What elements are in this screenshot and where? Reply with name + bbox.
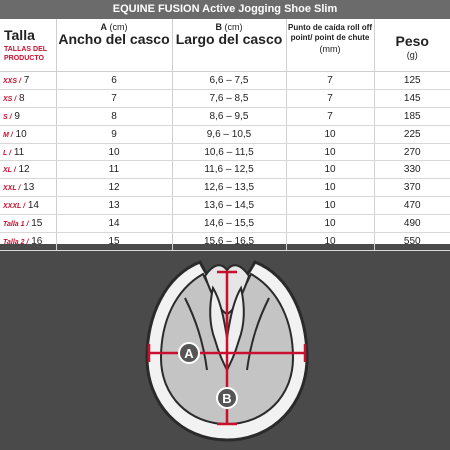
- table-row: [0, 215, 450, 233]
- header-ancho: [56, 19, 172, 72]
- largo-cell: 12,6 – 13,5: [172, 179, 286, 197]
- largo-cell: 11,6 – 12,5: [172, 161, 286, 179]
- table-row: [0, 89, 450, 107]
- talla-number: 12: [18, 164, 30, 176]
- header-caida-unit: (mm): [319, 44, 341, 54]
- size-cell: [0, 143, 56, 161]
- header-peso-label: Peso: [395, 33, 429, 49]
- header-peso: [374, 19, 450, 72]
- header-b-unit: (cm): [224, 22, 243, 32]
- product-size: XXS /: [3, 77, 21, 85]
- largo-cell: 9,6 – 10,5: [172, 125, 286, 143]
- peso-cell: 470: [374, 197, 450, 215]
- caida-cell: 10: [286, 179, 374, 197]
- caida-cell: 10: [286, 143, 374, 161]
- header-ancho-label: Ancho del casco: [58, 31, 170, 47]
- peso-cell: 125: [374, 72, 450, 90]
- size-cell: [0, 233, 56, 251]
- size-cell: [0, 179, 56, 197]
- largo-cell: 7,6 – 8,5: [172, 89, 286, 107]
- size-cell: [0, 215, 56, 233]
- caida-cell: 10: [286, 215, 374, 233]
- ancho-cell: 7: [56, 89, 172, 107]
- talla-number: 10: [15, 128, 27, 140]
- talla-number: 13: [23, 182, 35, 194]
- ancho-cell: 9: [56, 125, 172, 143]
- header-largo: [172, 19, 286, 72]
- talla-number: 15: [31, 218, 43, 230]
- ancho-cell: 11: [56, 161, 172, 179]
- size-cell: [0, 125, 56, 143]
- ancho-cell: 10: [56, 143, 172, 161]
- caida-cell: 7: [286, 107, 374, 125]
- talla-number: 16: [31, 235, 43, 247]
- header-talla: [0, 19, 56, 72]
- ancho-cell: 12: [56, 179, 172, 197]
- product-size: XS /: [3, 95, 17, 103]
- talla-number: 8: [19, 92, 25, 104]
- product-size: Talla 2 /: [3, 238, 29, 246]
- header-tallas-producto: TALLAS DEL PRODUCTO: [4, 46, 47, 62]
- product-size: Talla 1 /: [3, 221, 29, 229]
- peso-cell: 490: [374, 215, 450, 233]
- caida-cell: 10: [286, 125, 374, 143]
- size-cell: [0, 72, 56, 90]
- largo-cell: 10,6 – 11,5: [172, 143, 286, 161]
- table-row: [0, 107, 450, 125]
- caida-cell: 7: [286, 72, 374, 90]
- header-caida: [286, 19, 374, 72]
- product-size: L /: [3, 149, 12, 157]
- table-row: [0, 179, 450, 197]
- size-table: [0, 19, 450, 251]
- peso-cell: 225: [374, 125, 450, 143]
- largo-cell: 15,6 – 16,5: [172, 233, 286, 251]
- ancho-cell: 13: [56, 197, 172, 215]
- product-size: XXL /: [3, 185, 21, 193]
- table-row: [0, 143, 450, 161]
- talla-number: 11: [13, 146, 25, 158]
- header-talla-label: Talla: [4, 27, 35, 43]
- ancho-cell: 8: [56, 107, 172, 125]
- size-cell: [0, 107, 56, 125]
- header-a-letter: A: [100, 22, 107, 32]
- peso-cell: 185: [374, 107, 450, 125]
- ancho-cell: 15: [56, 233, 172, 251]
- size-cell: [0, 161, 56, 179]
- peso-cell: 550: [374, 233, 450, 251]
- size-cell: [0, 197, 56, 215]
- size-cell: [0, 89, 56, 107]
- peso-cell: 145: [374, 89, 450, 107]
- header-largo-label: Largo del casco: [175, 31, 283, 47]
- talla-number: 14: [27, 200, 39, 212]
- hoof-diagram: [145, 258, 310, 443]
- header-peso-unit: (g): [406, 50, 418, 60]
- ancho-cell: 6: [56, 72, 172, 90]
- largo-cell: 14,6 – 15,5: [172, 215, 286, 233]
- caida-cell: 10: [286, 197, 374, 215]
- table-row: [0, 125, 450, 143]
- table-row: [0, 233, 450, 251]
- peso-cell: 370: [374, 179, 450, 197]
- product-size: XXXL /: [3, 203, 26, 211]
- chart-title: EQUINE FUSION Active Jogging Shoe Slim: [0, 0, 450, 19]
- product-size: XL /: [3, 167, 16, 175]
- caida-cell: 7: [286, 89, 374, 107]
- product-size: M /: [3, 131, 13, 139]
- badge-b-label: B: [222, 391, 232, 406]
- caida-cell: 10: [286, 161, 374, 179]
- peso-cell: 330: [374, 161, 450, 179]
- largo-cell: 8,6 – 9,5: [172, 107, 286, 125]
- header-caida-label: Punto de caída roll off point/ point de chute: [287, 23, 372, 42]
- largo-cell: 13,6 – 14,5: [172, 197, 286, 215]
- table-row: [0, 72, 450, 90]
- table-header-row: [0, 19, 450, 72]
- header-b-letter: B: [215, 22, 222, 32]
- largo-cell: 6,6 – 7,5: [172, 72, 286, 90]
- table-row: [0, 197, 450, 215]
- peso-cell: 270: [374, 143, 450, 161]
- talla-number: 7: [23, 74, 30, 86]
- ancho-cell: 14: [56, 215, 172, 233]
- product-size: S /: [3, 113, 12, 121]
- header-a-unit: (cm): [109, 22, 128, 32]
- badge-a-label: A: [184, 346, 194, 361]
- caida-cell: 10: [286, 233, 374, 251]
- talla-number: 9: [14, 110, 20, 122]
- table-row: [0, 161, 450, 179]
